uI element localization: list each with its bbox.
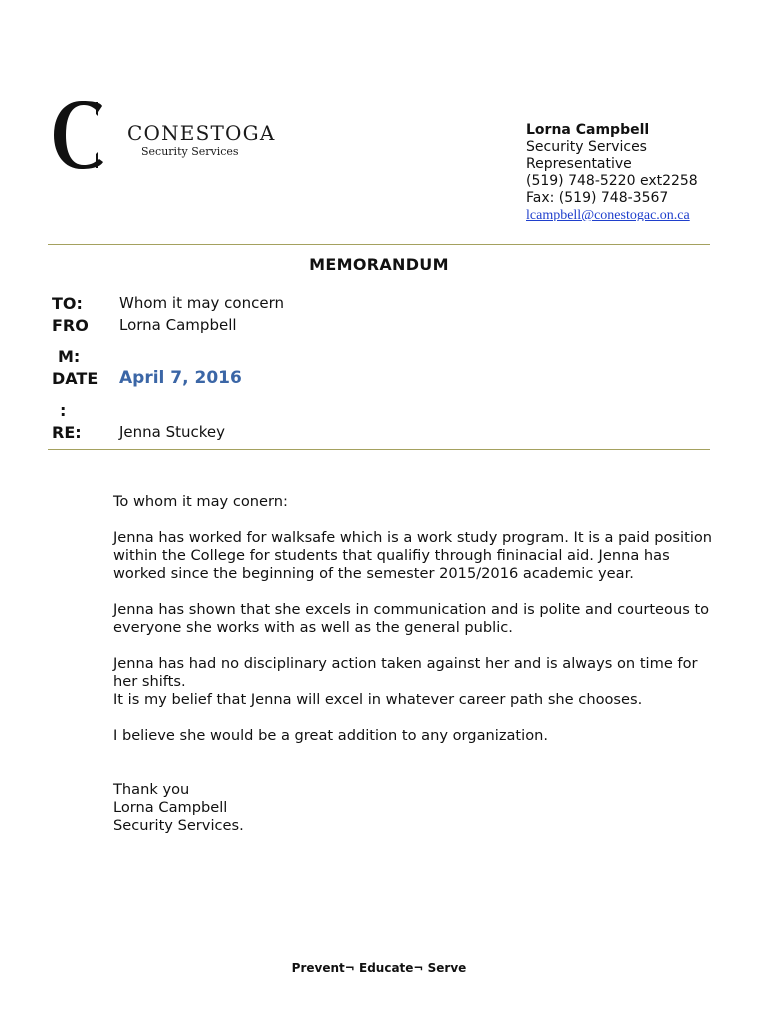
paragraph-work-history: Jenna has worked for walksafe which is a work study program. It is a paid position within the College for students that qualifiy through fininacial aid. Jenna has worked since the beginning of the semester 2015/2016 academic year. bbox=[113, 529, 713, 582]
re-label: RE: bbox=[52, 423, 82, 442]
conestoga-c-logo-icon bbox=[52, 100, 112, 170]
memo-header-bottom-divider bbox=[48, 449, 710, 450]
paragraph-communication: Jenna has shown that she excels in communication and is polite and courteous to everyone she works with as well as the general public. bbox=[113, 601, 710, 636]
paragraph-recommendation: I believe she would be a great addition to any organization. bbox=[113, 727, 549, 744]
contact-fax: Fax: (519) 748-3567 bbox=[526, 190, 669, 206]
footer-motto: Prevent¬ Educate¬ Serve bbox=[291, 961, 467, 975]
contact-email-link[interactable]: lcampbell@conestogac.on.ca bbox=[526, 208, 690, 221]
contact-department: Security Services bbox=[526, 139, 647, 155]
contact-phone: (519) 748-5220 ext2258 bbox=[526, 173, 698, 189]
from-label-continued: M: bbox=[58, 347, 81, 366]
contact-role: Representative bbox=[526, 156, 632, 172]
date-label-continued: : bbox=[60, 401, 67, 420]
contact-name: Lorna Campbell bbox=[526, 122, 650, 138]
letter-body bbox=[113, 493, 713, 835]
from-label: FRO bbox=[52, 316, 89, 335]
re-value: Jenna Stuckey bbox=[119, 423, 226, 441]
signature-name: Lorna Campbell bbox=[113, 799, 228, 816]
header-divider bbox=[48, 244, 710, 245]
from-value: Lorna Campbell bbox=[119, 316, 237, 334]
conestoga-logo bbox=[52, 100, 292, 170]
memo-title: MEMORANDUM bbox=[309, 255, 449, 274]
signature-department: Security Services. bbox=[113, 817, 244, 834]
paragraph-discipline: Jenna has had no disciplinary action taken against her and is always on time for her shifts. bbox=[113, 655, 698, 690]
date-label: DATE bbox=[52, 369, 99, 388]
to-value: Whom it may concern bbox=[119, 294, 284, 312]
contact-block bbox=[526, 122, 698, 221]
paragraph-belief: It is my belief that Jenna will excel in whatever career path she chooses. bbox=[113, 691, 643, 708]
brand-subtitle: Security Services bbox=[141, 145, 239, 158]
closing: Thank you bbox=[113, 781, 190, 798]
salutation: To whom it may conern: bbox=[113, 493, 288, 510]
brand-name: CONESTOGA bbox=[127, 121, 276, 145]
to-label: TO: bbox=[52, 294, 83, 313]
date-value: April 7, 2016 bbox=[119, 368, 242, 388]
